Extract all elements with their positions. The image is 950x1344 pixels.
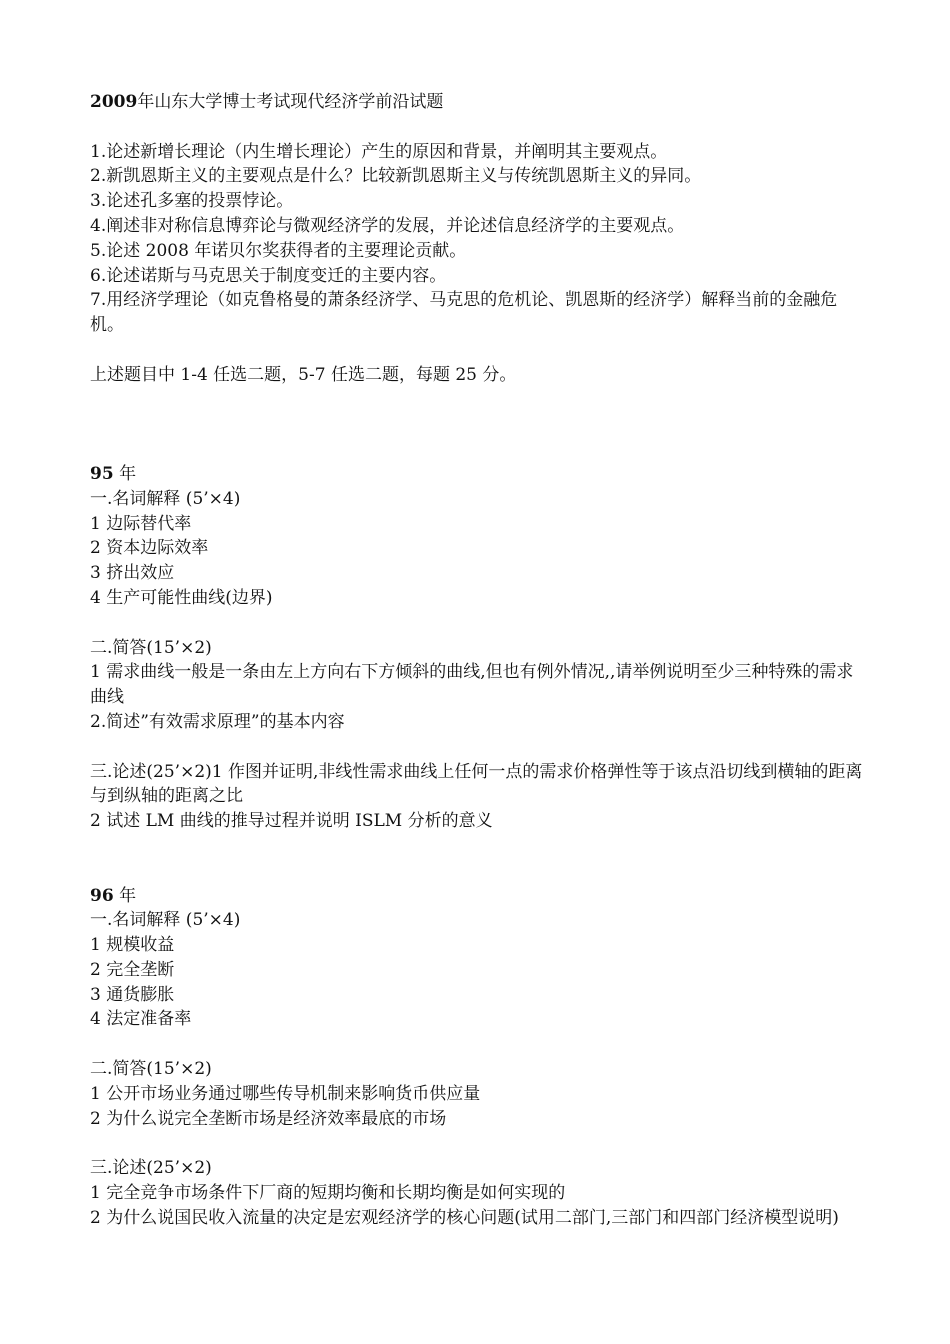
exam95-section2-title: 二.简答(15’×2): [90, 637, 212, 658]
exam95-year: 95: [90, 463, 114, 484]
document-title: [90, 90, 870, 115]
exam95-heading: [90, 462, 870, 487]
exam96-section1-item: 3 通货膨胀: [90, 984, 175, 1005]
title-text: 年山东大学博士考试现代经济学前沿试题: [137, 92, 444, 112]
exam96-section2-item: 2 为什么说完全垄断市场是经济效率最底的市场: [90, 1108, 447, 1129]
title-year: 2009: [90, 92, 138, 112]
exam95-section3-item: 2 试述 LM 曲线的推导过程并说明 ISLM 分析的意义: [90, 811, 493, 832]
exam2009-question-6: 6.论述诺斯与马克思关于制度变迁的主要内容。: [90, 265, 447, 286]
spacer: [90, 1131, 870, 1156]
exam96-section3-item: 2 为什么说国民收入流量的决定是宏观经济学的核心问题(试用二部门,三部门和四部门经济模型说明): [90, 1207, 839, 1228]
exam96-section1-item: 2 完全垄断: [90, 959, 175, 980]
exam96-heading: [90, 884, 870, 909]
exam95-section3-item: 三.论述(25’×2)1 作图并证明,非线性需求曲线上任何一点的需求价格弹性等于该点沿切线到横轴的距离与到纵轴的距离之比: [90, 761, 863, 807]
exam96-section3-title: 三.论述(25’×2): [90, 1158, 212, 1179]
exam2009-question-5: 5.论述 2008 年诺贝尔奖获得者的主要理论贡献。: [90, 240, 467, 261]
exam2009-note: 上述题目中 1-4 任选二题，5-7 任选二题，每题 25 分。: [90, 364, 517, 385]
exam96-year: 96: [90, 885, 114, 906]
exam95-section1-item: 2 资本边际效率: [90, 538, 209, 559]
exam96-section1-title: 一.名词解释 (5’×4): [90, 910, 241, 931]
spacer: [90, 735, 870, 760]
exam95-year-suffix: 年: [119, 463, 137, 484]
exam2009-question-1: 1.论述新增长理论（内生增长理论）产生的原因和背景，并阐明其主要观点。: [90, 141, 668, 162]
exam96-section2-item: 1 公开市场业务通过哪些传导机制来影响货币供应量: [90, 1083, 481, 1104]
exam96-year-suffix: 年: [119, 885, 137, 906]
spacer: [90, 1032, 870, 1057]
spacer: [90, 338, 870, 363]
exam95-section1-title: 一.名词解释 (5’×4): [90, 488, 241, 509]
document-page: [90, 90, 870, 1231]
exam95-section1-item: 4 生产可能性曲线(边界): [90, 587, 273, 608]
exam96-section1-item: 4 法定准备率: [90, 1009, 192, 1030]
exam95-section2-item: 2.简述”有效需求原理”的基本内容: [90, 711, 345, 732]
spacer: [90, 611, 870, 636]
exam96-section1-item: 1 规模收益: [90, 935, 175, 956]
exam95-section1-item: 3 挤出效应: [90, 563, 175, 584]
spacer: [90, 115, 870, 140]
exam96-section2-title: 二.简答(15’×2): [90, 1059, 212, 1080]
exam95-section1-item: 1 边际替代率: [90, 513, 192, 534]
exam2009-question-7: 7.用经济学理论（如克鲁格曼的萧条经济学、马克思的危机论、凯恩斯的经济学）解释当前的金融危机。: [90, 290, 838, 336]
exam2009-question-4: 4.阐述非对称信息博弈论与微观经济学的发展，并论述信息经济学的主要观点。: [90, 215, 685, 236]
spacer: [90, 437, 870, 462]
spacer: [90, 834, 870, 884]
exam2009-question-2: 2.新凯恩斯主义的主要观点是什么？比较新凯恩斯主义与传统凯恩斯主义的异同。: [90, 166, 702, 187]
spacer: [90, 388, 870, 438]
exam95-section2-item: 1 需求曲线一般是一条由左上方向右下方倾斜的曲线,但也有例外情况,,请举例说明至少三种特殊的需求曲线: [90, 662, 854, 708]
exam2009-question-3: 3.论述孔多塞的投票悖论。: [90, 191, 294, 212]
exam96-section3-item: 1 完全竞争市场条件下厂商的短期均衡和长期均衡是如何实现的: [90, 1183, 566, 1204]
